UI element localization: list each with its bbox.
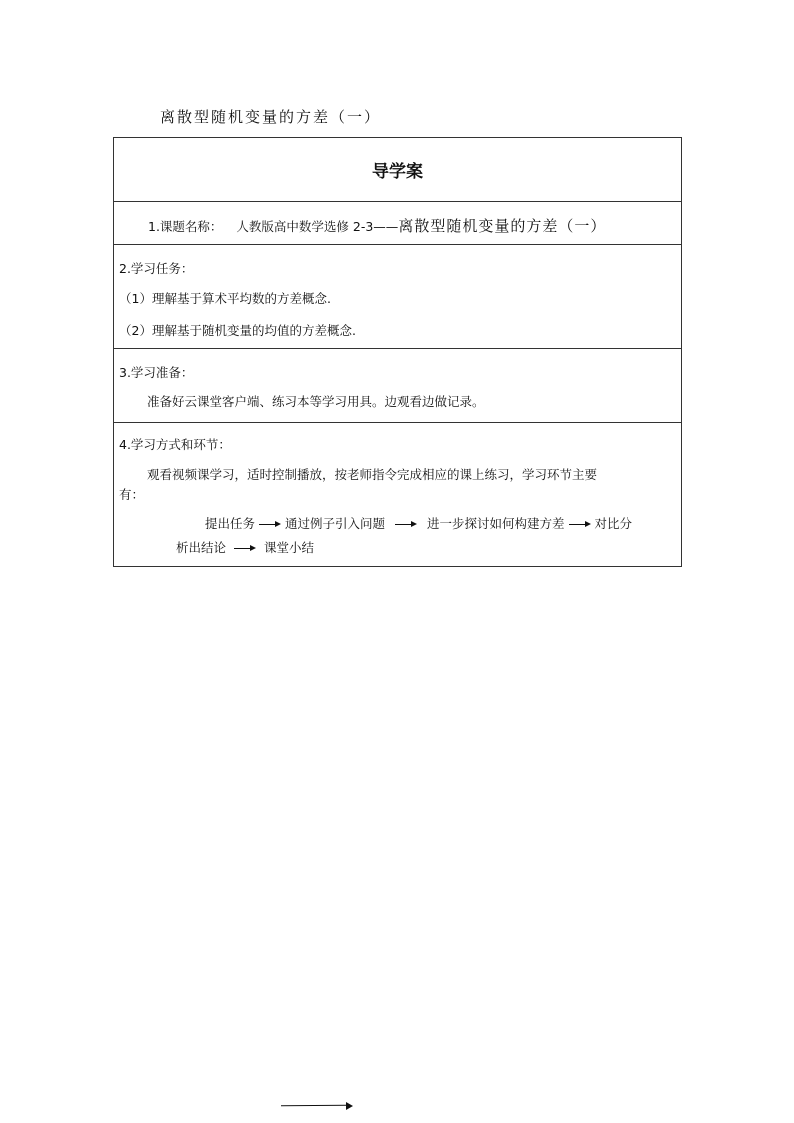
tasks-row [114,245,681,349]
flow-step-1: 提出任务 [205,516,256,531]
right-arrow-icon [259,521,281,529]
method-row [114,423,681,566]
study-guide-table [113,137,682,567]
task-item-2: （2）理解基于随机变量的均值的方差概念. [119,323,356,338]
right-arrow-icon [569,521,591,529]
guide-heading: 导学案 [372,162,423,182]
method-text-line1: 观看视频课学习，适时控制播放，按老师指令完成相应的课上练习，学习环节主要 [147,467,598,482]
flow-step-5: 析出结论 [176,540,227,555]
flow-line-1 [205,514,632,532]
flow-step-3: 进一步探讨如何构建方差 [427,516,565,531]
flow-line-2 [176,538,314,556]
flow-step-2: 通过例子引入问题 [285,516,386,531]
flow-step-4: 对比分 [594,516,633,531]
right-arrow-icon [234,545,256,553]
topic-row [114,202,681,245]
method-label: 4.学习方式和环节： [119,437,231,452]
topic-course: 人教版高中数学选修 2-3—— [236,219,399,234]
stray-arrow-icon [281,1101,353,1111]
preparation-text: 准备好云课堂客户端、练习本等学习用具。边观看边做记录。 [147,394,485,409]
task-item-1: （1）理解基于算术平均数的方差概念. [119,291,331,306]
preparation-label: 3.学习准备： [119,365,194,380]
tasks-label: 2.学习任务： [119,261,194,276]
method-text-line2: 有： [119,487,145,502]
topic-lesson: 离散型随机变量的方差（一） [398,217,607,235]
topic-label: 1.课题名称： [148,219,223,234]
document-title: 离散型随机变量的方差（一） [160,108,382,126]
table-header-row [114,138,681,202]
preparation-row [114,349,681,423]
right-arrow-icon [395,521,417,529]
flow-step-6: 课堂小结 [264,540,315,555]
topic-line [148,215,606,236]
